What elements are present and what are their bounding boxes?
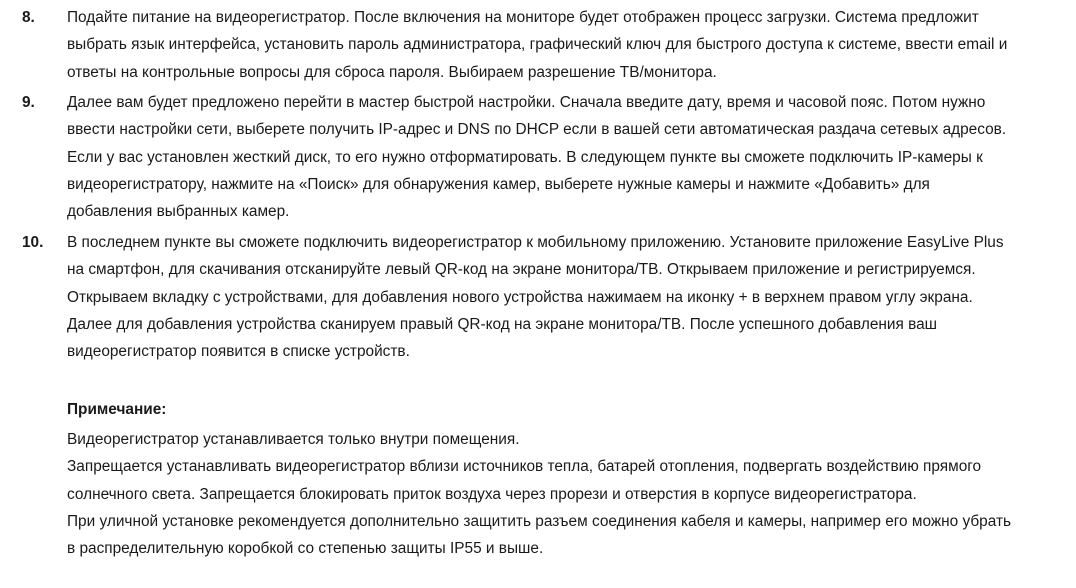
text-line: Далее для добавления устройства сканируем правый QR-код на экране монитора/ТВ. После успешного добавления ваш (67, 315, 937, 333)
text-line: Далее вам будет предложено перейти в мастер быстрой настройки. Сначала введите дату, время и часовой пояс. Потом нужно (67, 94, 986, 111)
step-text (67, 89, 1072, 225)
note-paragraph: солнечного света. Запрещается блокировать приток воздуха через прорези и отверстия в корпусе видеорегистратора. (67, 485, 917, 503)
text-line: Подайте питание на видеорегистратор. После включения на мониторе будет отображен процесс загрузки. Система предложит (67, 9, 979, 26)
text-line: Открываем вкладку с устройствами, для добавления нового устройства нажимаем на иконку + в верхнем правом углу экрана. (67, 288, 973, 306)
text-line: Если у вас установлен жесткий диск, то его нужно отформатировать. В следующем пункте вы сможете подключить IP-камеры к (67, 148, 983, 166)
step-number: 8. (22, 9, 35, 26)
text-line: ответы на контрольные вопросы для сброса пароля. Выбираем разрешение ТВ/монитора. (67, 63, 717, 81)
note-section (67, 396, 1072, 562)
note-paragraph: При уличной установке рекомендуется дополнительно защитить разъем соединения кабеля и камеры, например его можно убрать (67, 512, 1012, 530)
note-paragraph: Видеорегистратор устанавливается только внутри помещения. (67, 431, 520, 448)
text-line: на смартфон, для скачивания отсканируйте левый QR-код на экране монитора/ТВ. Открываем приложение и регистрируемся. (67, 261, 976, 279)
text-line: В последнем пункте вы сможете подключить видеорегистратор к мобильному приложению. Установите приложение EasyLive Plus (67, 234, 1004, 251)
note-body (67, 426, 1072, 562)
text-line: выбрать язык интерфейса, установить пароль администратора, графический ключ для быстрого доступа к системе, ввести email и (67, 36, 1008, 54)
text-line: видеорегистратору, нажмите на «Поиск» для обнаружения камер, выберете нужные камеры и нажмите «Добавить» для (67, 175, 930, 193)
note-paragraph: в распределительную коробкой со степенью защиты IP55 и выше. (67, 540, 544, 558)
step-number: 9. (22, 94, 35, 111)
note-title: Примечание: (67, 401, 167, 418)
text-line: добавления выбранных камер. (67, 203, 290, 221)
step-number: 10. (22, 234, 44, 251)
text-line: ввести настройки сети, выберете получить IP-адрес и DNS по DHCP если в вашей сети автоматическая раздача сетевых адресов. (67, 121, 1007, 139)
step-text (67, 4, 1072, 86)
step-text (67, 229, 1072, 365)
text-line: видеорегистратор появится в списке устройств. (67, 343, 410, 361)
note-paragraph: Запрещается устанавливать видеорегистратор вблизи источников тепла, батарей отопления, подвергать воздействию прямого (67, 458, 982, 476)
